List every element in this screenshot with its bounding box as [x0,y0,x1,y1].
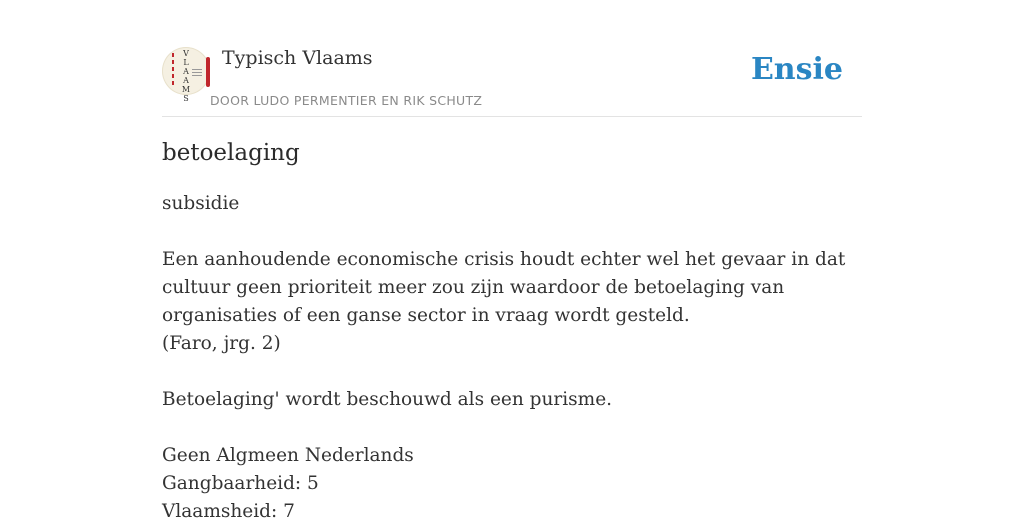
logo-red-dots [172,53,175,88]
site-header [162,40,862,117]
entry-content [162,140,862,526]
entry-gangbaarheid: Gangbaarheid: 5 [162,473,319,494]
logo-letters: V L A A M S [181,49,191,103]
ensie-logo-link[interactable]: Ensie [750,52,843,87]
entry-body [162,190,862,526]
entry-status: Geen Algmeen Nederlands [162,445,414,466]
entry-synonym: subsidie [162,193,240,214]
entry-source: (Faro, jrg. 2) [162,333,281,354]
entry-word: betoelaging [162,140,300,166]
dictionary-title[interactable]: Typisch Vlaams [222,47,373,69]
book-cover-icon[interactable] [162,47,210,103]
logo-lines [192,69,202,78]
entry-example: Een aanhoudende economische crisis houdt echter wel het gevaar in dat cultuur geen prioriteit meer zou zijn waardoor de betoelaging van organisaties of een ganse sector in vraag wordt gesteld. [162,249,846,326]
logo-red-bar [206,57,210,87]
authors-byline: DOOR LUDO PERMENTIER EN RIK SCHUTZ [210,93,483,108]
entry-note: Betoelaging' wordt beschouwd als een purisme. [162,389,613,410]
entry-vlaamsheid: Vlaamsheid: 7 [162,501,295,522]
